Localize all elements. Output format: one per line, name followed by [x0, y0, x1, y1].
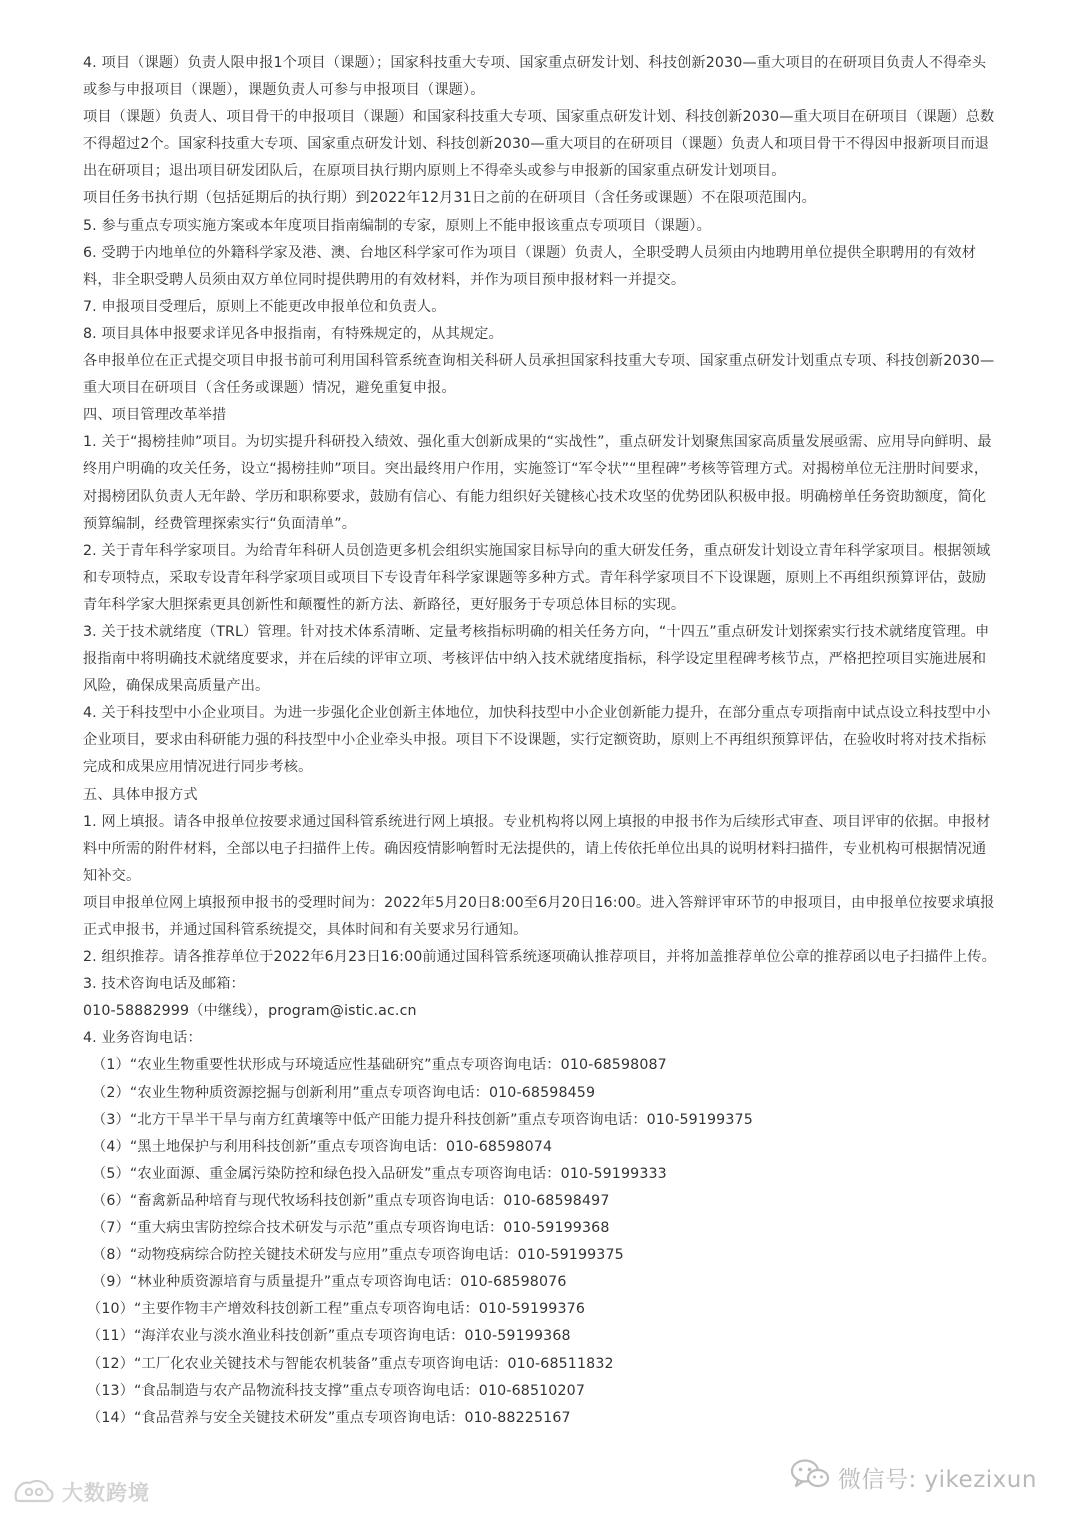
list-item: （6）“畜禽新品种培育与现代牧场科技创新”重点专项咨询电话：010-68598497	[92, 1192, 610, 1209]
section-heading: 四、项目管理改革举措	[83, 407, 227, 424]
paragraph: 1. 网上填报。请各申报单位按要求通过国科管系统进行网上填报。专业机构将以网上填报的申报书作为后续形式审查、项目评审的依据。申报材料中所需的附件材料，全部以电子扫描件上传。确因疫情影响暂时无法提供的，请上传依托单位出具的说明材料扫描件，专业机构可根据情况通知补交。	[83, 813, 991, 884]
list-item: （5）“农业面源、重金属污染防控和绿色投入品研发”重点专项咨询电话：010-59199333	[92, 1165, 667, 1182]
list-item: （9）“林业种质资源培育与质量提升”重点专项咨询电话：010-68598076	[92, 1274, 567, 1291]
wechat-icon	[790, 1458, 830, 1496]
contact-line: 010-58882999（中继线），program@istic.ac.cn	[83, 1003, 417, 1020]
list-item: （11）“海洋农业与淡水渔业科技创新”重点专项咨询电话：010-59199368	[87, 1328, 571, 1345]
paragraph: 项目任务书执行期（包括延期后的执行期）到2022年12月31日之前的在研项目（含任务或课题）不在限项范围内。	[83, 190, 816, 207]
paragraph: 8. 项目具体申报要求详见各申报指南，有特殊规定的，从其规定。	[83, 325, 503, 342]
list-item: （3）“北方干旱半干旱与南方红黄壤等中低产田能力提升科技创新”重点专项咨询电话：010-59199375	[92, 1111, 753, 1128]
list-item: （10）“主要作物丰产增效科技创新工程”重点专项咨询电话：010-59199376	[87, 1301, 586, 1318]
paragraph: 3. 技术咨询电话及邮箱：	[83, 976, 245, 993]
list-item: （12）“工厂化农业关键技术与智能农机装备”重点专项咨询电话：010-68511832	[87, 1355, 614, 1372]
list-item: （4）“黑土地保护与利用科技创新”重点专项咨询电话：010-68598074	[92, 1138, 553, 1155]
paragraph: 3. 关于技术就绪度（TRL）管理。针对技术体系清晰、定量考核指标明确的相关任务方向，“十四五”重点研发计划探索实行技术就绪度管理。申报指南中将明确技术就绪度要求，并在后续的评审立项、考核评估中纳入技术就绪度指标，科学设定里程碑考核节点，严格把控项目实施进展和风险，确保成果高质量产出。	[83, 623, 990, 695]
paragraph: 项目（课题）负责人、项目骨干的申报项目（课题）和国家科技重大专项、国家重点研发计划、科技创新2030—重大项目在研项目（课题）总数不得超过2个。国家科技重大专项、国家重点研发计划、科技创新2030—重大项目的在研项目（课题）负责人和项目骨干不得因申报新项目而退出在研项目；退出项目研发团队后，在原项目执行期内原则上不得牵头或参与申报新的国家重点研发计划项目。	[83, 109, 995, 180]
paragraph: 2. 关于青年科学家项目。为给青年科研人员创造更多机会组织实施国家目标导向的重大研发任务，重点研发计划设立青年科学家项目。根据领域和专项特点，采取专设青年科学家项目或项目下专设青年科学家课题等多种方式。青年科学家项目不下设课题，原则上不再组织预算评估，鼓励青年科学家大胆探索更具创新性和颠覆性的新方法、新路径，更好服务于专项总体目标的实现。	[83, 542, 991, 613]
paragraph: 2. 组织推荐。请各推荐单位于2022年6月23日16:00前通过国科管系统逐项确认推荐项目，并将加盖推荐单位公章的推荐函以电子扫描件上传。	[83, 949, 996, 966]
document-body	[83, 50, 998, 1432]
paragraph: 5. 参与重点专项实施方案或本年度项目指南编制的专家，原则上不能申报该重点专项项目（课题）。	[83, 217, 711, 234]
list-item: （8）“动物疫病综合防控关键技术研发与应用”重点专项咨询电话：010-59199375	[92, 1247, 624, 1264]
watermark-text: 大数跨境	[62, 1481, 150, 1505]
list-item: （1）“农业生物重要性状形成与环境适应性基础研究”重点专项咨询电话：010-68598087	[92, 1057, 667, 1074]
paragraph: 1. 关于“揭榜挂帅”项目。为切实提升科研投入绩效、强化重大创新成果的“实战性”，重点研发计划聚焦国家高质量发展亟需、应用导向鲜明、最终用户明确的攻关任务，设立“揭榜挂帅”项目。突出最终用户作用，实施签订“军令状”“里程碑”考核等管理方式。对揭榜单位无注册时间要求，对揭榜团队负责人无年龄、学历和职称要求，鼓励有信心、有能力组织好关键核心技术攻坚的优势团队积极申报。明确榜单任务资助额度，简化预算编制，经费管理探索实行“负面清单”。	[83, 434, 992, 532]
brand-watermark	[12, 1472, 150, 1512]
paragraph: 4. 项目（课题）负责人限申报1个项目（课题）；国家科技重大专项、国家重点研发计划、科技创新2030—重大项目的在研项目负责人不得牵头或参与申报项目（课题），课题负责人可参与申报项目（课题）。	[83, 55, 987, 99]
paragraph: 4. 关于科技型中小企业项目。为进一步强化企业创新主体地位，加快科技型中小企业创新能力提升，在部分重点专项指南中试点设立科技型中小企业项目，要求由科研能力强的科技型中小企业牵头申报。项目下不设课题，实行定额资助，原则上不再组织预算评估，在验收时将对技术指标完成和成果应用情况进行同步考核。	[83, 705, 991, 776]
paragraph: 各申报单位在正式提交项目申报书前可利用国科管系统查询相关科研人员承担国家科技重大专项、国家重点研发计划重点专项、科技创新2030—重大项目在研项目（含任务或课题）情况，避免重复申报。	[83, 353, 995, 397]
paragraph: 项目申报单位网上填报预申报书的受理时间为：2022年5月20日8:00至6月20日16:00。进入答辩评审环节的申报项目，由申报单位按要求填报正式申报书，并通过国科管系统提交，具体时间和有关要求另行通知。	[83, 894, 995, 938]
list-item: （2）“农业生物种质资源挖掘与创新利用”重点专项咨询电话：010-68598459	[92, 1084, 596, 1101]
paragraph: 4. 业务咨询电话：	[83, 1030, 202, 1047]
watermark-text: 微信号: yikezixun	[838, 1466, 1037, 1493]
paragraph: 6. 受聘于内地单位的外籍科学家及港、澳、台地区科学家可作为项目（课题）负责人，全职受聘人员须由内地聘用单位提供全职聘用的有效材料，非全职受聘人员须由双方单位同时提供聘用的有效材料，并作为项目预申报材料一并提交。	[83, 244, 977, 288]
list-item: （14）“食品营养与安全关键技术研发”重点专项咨询电话：010-88225167	[87, 1409, 571, 1426]
list-item: （13）“食品制造与农产品物流科技支撑”重点专项咨询电话：010-68510207	[87, 1382, 586, 1399]
list-item: （7）“重大病虫害防控综合技术研发与示范”重点专项咨询电话：010-59199368	[92, 1220, 610, 1237]
paragraph: 7. 申报项目受理后，原则上不能更改申报单位和负责人。	[83, 298, 446, 315]
consult-list	[83, 1052, 998, 1431]
brand-logo-icon	[12, 1475, 56, 1510]
wechat-watermark	[790, 1460, 1037, 1494]
section-heading: 五、具体申报方式	[83, 786, 198, 803]
